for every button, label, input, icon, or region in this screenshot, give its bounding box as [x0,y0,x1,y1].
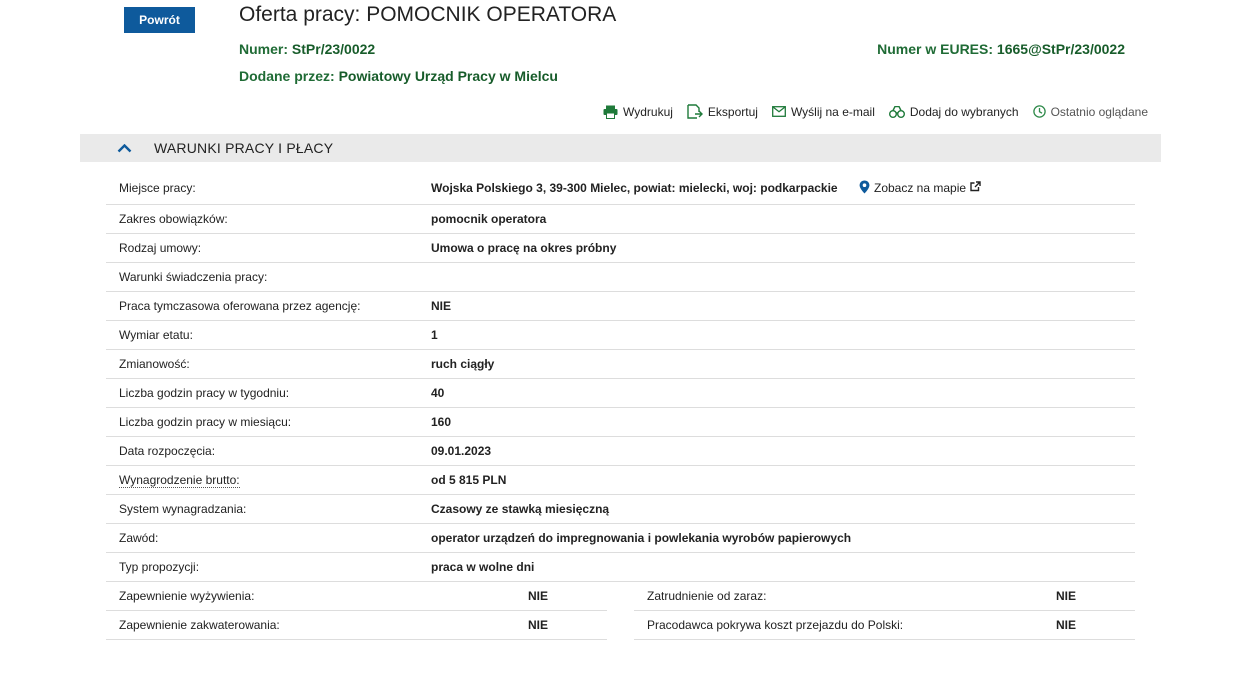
offer-number-value: StPr/23/0022 [291,41,376,57]
left-column [106,582,607,640]
conditions-table [106,172,1135,640]
table-row [106,205,1135,234]
row-value: 09.01.2023 [431,444,492,458]
add-favorite-label: Dodaj do wybranych [909,104,1019,119]
added-by-label: Dodane przez: [239,68,335,84]
row-label: Zakres obowiązków: [119,212,228,226]
map-link[interactable] [859,180,981,197]
row-label: Typ propozycji: [119,560,200,574]
recently-viewed-button[interactable] [1033,104,1148,119]
row-label: Miejsce pracy: [119,181,196,195]
email-button[interactable] [772,104,875,119]
row-label: Warunki świadczenia pracy: [119,270,268,284]
clock-icon [1033,105,1046,118]
row-label: Pracodawca pokrywa koszt przejazdu do Polski: [647,618,904,632]
table-row [634,611,1135,640]
chevron-up-icon[interactable] [117,144,132,153]
export-button[interactable] [687,104,758,119]
table-row [106,611,607,640]
row-value: NIE [1056,618,1077,632]
envelope-icon [772,106,786,117]
row-value: operator urządzeń do impregnowania i powlekania wyrobów papierowych [431,531,852,545]
row-label: Zapewnienie zakwaterowania: [119,618,280,632]
row-value: Wojska Polskiego 3, 39-300 Mielec, powiat: mielecki, woj: podkarpackie [431,181,838,195]
row-label: Zawód: [119,531,159,545]
printer-icon [603,105,618,119]
recently-viewed-label: Ostatnio oglądane [1050,104,1148,119]
row-label: Liczba godzin pracy w tygodniu: [119,386,290,400]
row-label: Rodzaj umowy: [119,241,202,255]
print-button[interactable] [603,104,673,119]
added-by [239,68,558,84]
table-row [106,495,1135,524]
two-column-rows [106,582,1135,640]
eures-number-label: Numer w EURES: [877,41,994,57]
row-label: Zapewnienie wyżywienia: [119,589,255,603]
external-link-icon [970,181,981,195]
row-label: Praca tymczasowa oferowana przez agencję: [119,299,361,313]
row-value: ruch ciągły [431,357,495,371]
row-value: Czasowy ze stawką miesięczną [431,502,610,516]
map-pin-icon [859,180,870,197]
row-label: Zatrudnienie od zaraz: [647,589,767,603]
table-row [106,408,1135,437]
row-label: System wynagradzania: [119,502,247,516]
row-value: NIE [528,589,549,603]
row-value: NIE [431,299,452,313]
row-label [106,473,431,487]
page-title: Oferta pracy: POMOCNIK OPERATORA [239,3,617,26]
table-row [106,350,1135,379]
binoculars-icon [889,106,905,118]
table-row [106,379,1135,408]
salary-abbr[interactable]: Wynagrodzenie brutto: [119,473,240,487]
row-value: Umowa o pracę na okres próbny [431,241,617,255]
eures-number [877,41,1125,57]
row-value: NIE [528,618,549,632]
row-value: pomocnik operatora [431,212,547,226]
row-value: 40 [431,386,445,400]
eures-number-value: 1665@StPr/23/0022 [996,41,1125,57]
row-label: Zmianowość: [119,357,190,371]
row-value: 160 [431,415,452,429]
section-header-work-conditions[interactable] [80,134,1161,162]
table-row [106,263,1135,292]
add-favorite-button[interactable] [889,104,1019,119]
added-by-value: Powiatowy Urząd Pracy w Mielcu [338,68,558,84]
toolbar [603,104,1148,119]
table-row [634,582,1135,611]
table-row [106,234,1135,263]
table-row [106,292,1135,321]
row-value: NIE [1056,589,1077,603]
print-label: Wydrukuj [623,104,673,119]
row-label: Data rozpoczęcia: [119,444,216,458]
table-row [106,437,1135,466]
back-button[interactable]: Powrót [124,7,195,33]
table-row [106,524,1135,553]
offer-number-label: Numer: [239,41,289,57]
export-file-icon [687,104,703,119]
row-value: 1 [431,328,438,342]
row-label: Wymiar etatu: [119,328,193,342]
table-row [106,466,1135,495]
table-row [106,321,1135,350]
row-value: praca w wolne dni [431,560,535,574]
offer-number [239,41,375,57]
export-label: Eksportuj [707,104,758,119]
row-value: od 5 815 PLN [431,473,507,487]
right-column [634,582,1135,640]
row-label: Liczba godzin pracy w miesiącu: [119,415,292,429]
email-label: Wyślij na e-mail [790,104,875,119]
table-row-location [106,172,1135,205]
table-row [106,582,607,611]
table-row [106,553,1135,582]
section-title: WARUNKI PRACY I PŁACY [154,140,334,156]
map-link-label: Zobacz na mapie [874,181,967,195]
